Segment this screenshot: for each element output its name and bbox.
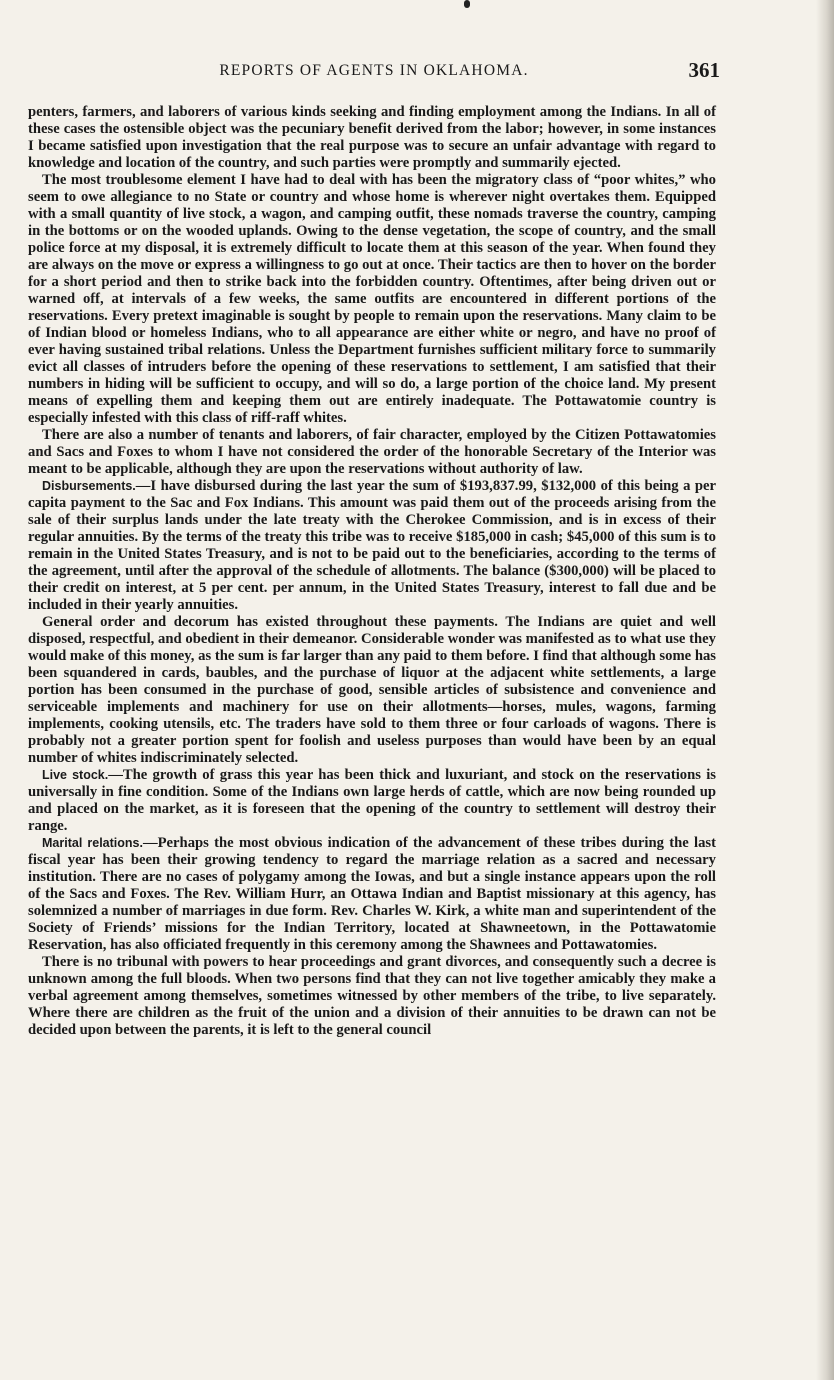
page-header <box>28 58 720 88</box>
paragraph-text: —I have disbursed during the last year the sum of $193,837.99, $132,000 of this being a per capita payment to the Sac and Fox Indians. This amount was paid them out of the proceeds arising from the sale of their surplus lands under the late treaty with the Cherokee Commission, and is in excess of their regular annuities. By the terms of the treaty this tribe was to receive $185,000 in cash; $45,000 of this sum is to remain in the United States Treasury, and is not to be paid out to the beneficiaries, according to the terms of the agreement, until after the approval of the schedule of allotments. The balance ($300,000) will be placed to their credit on interest, at 5 per cent. per annum, in the United States Treasury, interest to fall due and be included in their yearly annuities. <box>28 478 716 613</box>
paragraph-divorces <box>28 954 716 1039</box>
paragraph-text: —The growth of grass this year has been thick and luxuriant, and stock on the reservations is universally in fine condition. Some of the Indians own large herds of cattle, which are now being rounded up and placed on the market, as it is foreseen that the opening of the country to settlement will destroy their range. <box>28 767 716 834</box>
body-text <box>28 104 716 1039</box>
page-number: 361 <box>688 58 720 82</box>
paragraph-general-order <box>28 614 716 767</box>
paragraph-text: There is no tribunal with powers to hear proceedings and grant divorces, and consequently such a decree is unknown among the full bloods. When two persons find that they can not live together amicably they make a verbal agreement among themselves, sometimes witnessed by other members of the tribe, to live separately. Where there are children as the fruit of the union and a division of their annuities to be drawn can not be decided upon between the parents, it is left to the general council <box>28 954 716 1038</box>
paragraph-text: The most troublesome element I have had to deal with has been the migratory class of “poor whites,” who seem to owe allegiance to no State or country and whose home is wherever night overtakes them. Equipped with a small quantity of live stock, a wagon, and camping outfit, these nomads traverse the country, camping in the bottoms or on the wooded uplands. Owing to the dense vegetation, the scope of country, and the small police force at my disposal, it is extremely difficult to locate them at this season of the year. When found they are always on the move or express a willingness to go out at once. Their tactics are then to hover on the border for a short period and then to strike back into the forbidden country. Oftentimes, after being driven out or warned off, at intervals of a few weeks, the same outfits are encountered in different portions of the reservations. Every pretext imaginable is sought by people to remain upon the reservations. Many claim to be of Indian blood or homeless Indians, who to all appearance are either white or negro, and have no proof of ever having sustained tribal relations. Unless the Department furnishes sufficient military force to summarily evict all classes of intruders before the opening of these reservations to settlement, I am satisfied that their numbers in hiding will be sufficient to occupy, and will so do, a large portion of the choice land. My present means of expelling them and keeping them out are entirely inadequate. The Pottawatomie country is especially infested with this class of riff-raff whites. <box>28 172 716 426</box>
section-heading-marital-relations: Marital relations. <box>42 836 143 850</box>
page-edge-shadow <box>816 0 834 1380</box>
section-heading-disbursements: Disbursements. <box>42 479 136 493</box>
paragraph-text: General order and decorum has existed throughout these payments. The Indians are quiet and well disposed, respectful, and obedient in their demeanor. Considerable wonder was manifested as to what use they would make of this money, as the sum is far larger than any paid to them before. I find that although some has been squandered in cards, baubles, and the purchase of liquor at the adjacent white settlements, a large portion has been consumed in the purchase of good, sensible articles of subsistence and convenience and serviceable implements and machinery for use on their allotments—horses, mules, wagons, farming implements, cooking utensils, etc. The traders have sold to them three or four carloads of wagons. There is probably not a greater portion spent for foolish and useless purposes than would have been by an equal number of whites indiscriminately selected. <box>28 614 716 766</box>
paragraph-marital-relations <box>28 835 716 954</box>
paragraph-disbursements <box>28 478 716 614</box>
paragraph-text: —Perhaps the most obvious indication of the advancement of these tribes during the last fiscal year has been their growing tendency to regard the marriage relation as a sacred and necessary institution. There are no cases of polygamy among the Iowas, and but a single instance appears upon the roll of the Sacs and Foxes. The Rev. William Hurr, an Ottawa Indian and Baptist missionary at this agency, has solemnized a number of marriages in due form. Rev. Charles W. Kirk, a white man and superintendent of the Society of Friends’ missions for the Indian Territory, located at Shawneetown, in the Pottawatomie Reservation, has also officiated frequently in this ceremony among the Shawnees and Pottawatomies. <box>28 835 716 953</box>
paragraph-continuation <box>28 104 716 172</box>
paragraph-live-stock <box>28 767 716 835</box>
paragraph-tenants <box>28 427 716 478</box>
paragraph-text: There are also a number of tenants and laborers, of fair character, employed by the Citizen Pottawatomies and Sacs and Foxes to whom I have not considered the order of the honorable Secretary of the Interior was meant to be applicable, although they are upon the reservations without authority of law. <box>28 427 716 477</box>
running-head: REPORTS OF AGENTS IN OKLAHOMA. <box>219 62 529 79</box>
paragraph-poor-whites <box>28 172 716 427</box>
paragraph-text: penters, farmers, and laborers of various kinds seeking and finding employment among the Indians. In all of these cases the ostensible object was the pecuniary benefit derived from the labor; however, in some instances I became satisfied upon investigation that the real purpose was to secure an unfair advantage with regard to knowledge and location of the country, and such parties were promptly and summarily ejected. <box>28 104 716 171</box>
section-heading-live-stock: Live stock. <box>42 768 109 782</box>
ink-mark <box>464 0 470 8</box>
